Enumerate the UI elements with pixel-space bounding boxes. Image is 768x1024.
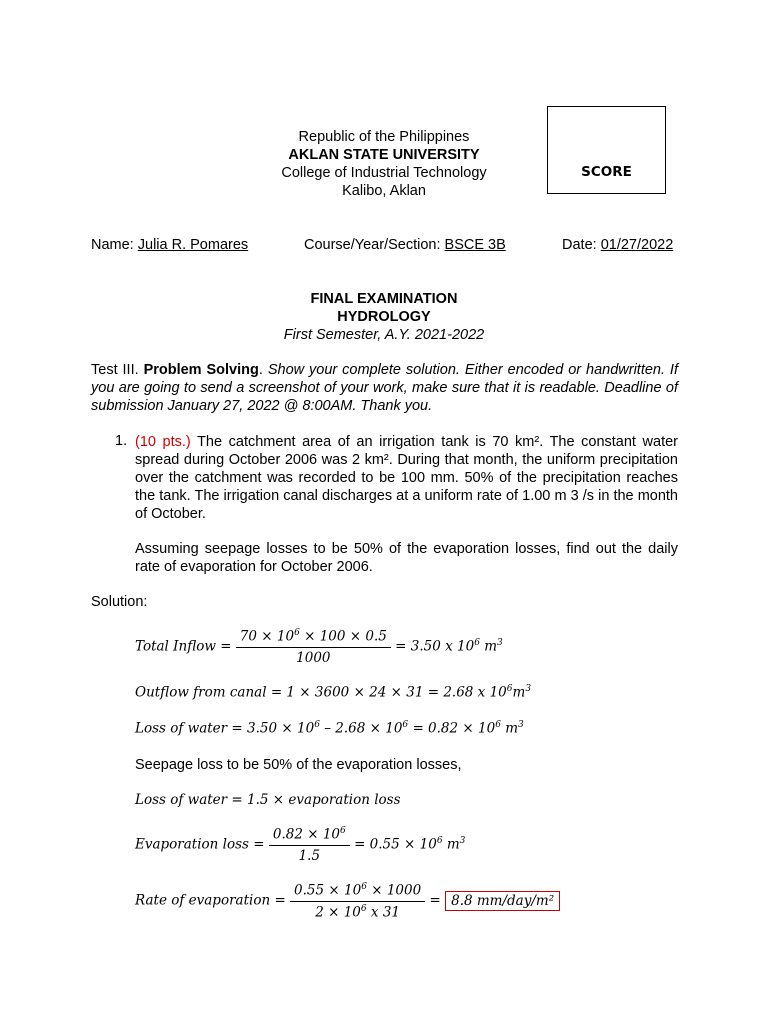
instructions: Test III. Problem Solving. Show your complete solution. Either encoded or handwritten. If you are going to send a screenshot of your work, make sure that it is readable. Deadline of submission January 27, 2022 @ 8:00AM. Thank you. (91, 362, 678, 414)
equation-outflow: Outflow from canal = 1 × 3600 × 24 × 31 = 2.68 x $10^6m^3$ (135, 684, 532, 701)
equation-rate-of-evaporation: Rate of evaporation = $\frac{0.55 \times 10^6 \times 1000}{2 \times 10^6 x 31}$ = 8.8 mm/day/m² (135, 882, 560, 920)
exam-semester: First Semester, A.Y. 2021-2022 (283, 327, 485, 343)
problem-statement (135, 433, 678, 523)
date-value: 01/27/2022 (600, 237, 674, 253)
section-label: Course/Year/Section: (304, 237, 441, 253)
problem-number: 1. (115, 433, 128, 449)
name-value: Julia R. Pomares (137, 237, 249, 253)
test-type: Problem Solving (143, 362, 259, 378)
header-block (190, 128, 578, 200)
republic-line: Republic of the Philippines (298, 129, 470, 145)
equation-loss-of-water: Loss of water = $3.50 \times 10^6 - 2.68 \times 10^6 = 0.82 \times 10^6$ $m^3$ (135, 720, 524, 737)
equation-evaporation-loss: Evaporation loss = $\frac{0.82 \times 10^6}{1.5}$ = $0.55 \times 10^6$ $m^3$ (135, 826, 466, 864)
problem-paragraph-2: Assuming seepage losses to be 50% of the evaporation losses, find out the daily rate of evaporation for October 2006. (135, 541, 678, 575)
score-box (547, 106, 666, 194)
problem-points: (10 pts.) (135, 434, 191, 450)
university-name: AKLAN STATE UNIVERSITY (288, 147, 480, 163)
instructions-text: Show your complete solution. Either encoded or handwritten. If you are going to send a screenshot of your work, make sure that it is readable. Deadline of submission January 27, 2022 @ 8:00AM. Thank you. (91, 362, 678, 414)
college-name: College of Industrial Technology (281, 165, 487, 181)
equation-loss-relation: Loss of water = 1.5 × evaporation loss (135, 792, 401, 808)
date-label: Date: (562, 237, 597, 253)
name-label: Name: (91, 237, 134, 253)
problem-paragraph-1: The catchment area of an irrigation tank is 70 km². The constant water spread during October 2006 was 2 km². During that month, the uniform precipitation over the catchment was recorded to be 100 mm. 50% of the precipitation reaches the tank. The irrigation canal discharges at a uniform rate of 1.00 m 3 /s in the month of October. (135, 434, 678, 522)
seepage-note: Seepage loss to be 50% of the evaporation losses, (135, 757, 462, 773)
section-field (304, 237, 506, 253)
exam-subject: HYDROLOGY (337, 309, 431, 325)
equation-total-inflow: Total Inflow = $\frac{70 \times 10^6 \times 100 \times 0.5}{1000}$ = 3.50 x $10^6$ $m^3$ (135, 628, 503, 666)
name-field (91, 237, 248, 253)
exam-title-block (190, 290, 578, 344)
score-label: SCORE (581, 164, 632, 180)
location: Kalibo, Aklan (342, 183, 426, 199)
section-value: BSCE 3B (444, 237, 506, 253)
test-label: Test III. (91, 362, 139, 378)
solution-label: Solution: (91, 594, 148, 610)
answer-box (445, 891, 560, 911)
answer-value: 8.8 mm/day/m² (451, 893, 555, 909)
exam-title: FINAL EXAMINATION (310, 291, 458, 307)
date-field (562, 237, 673, 253)
